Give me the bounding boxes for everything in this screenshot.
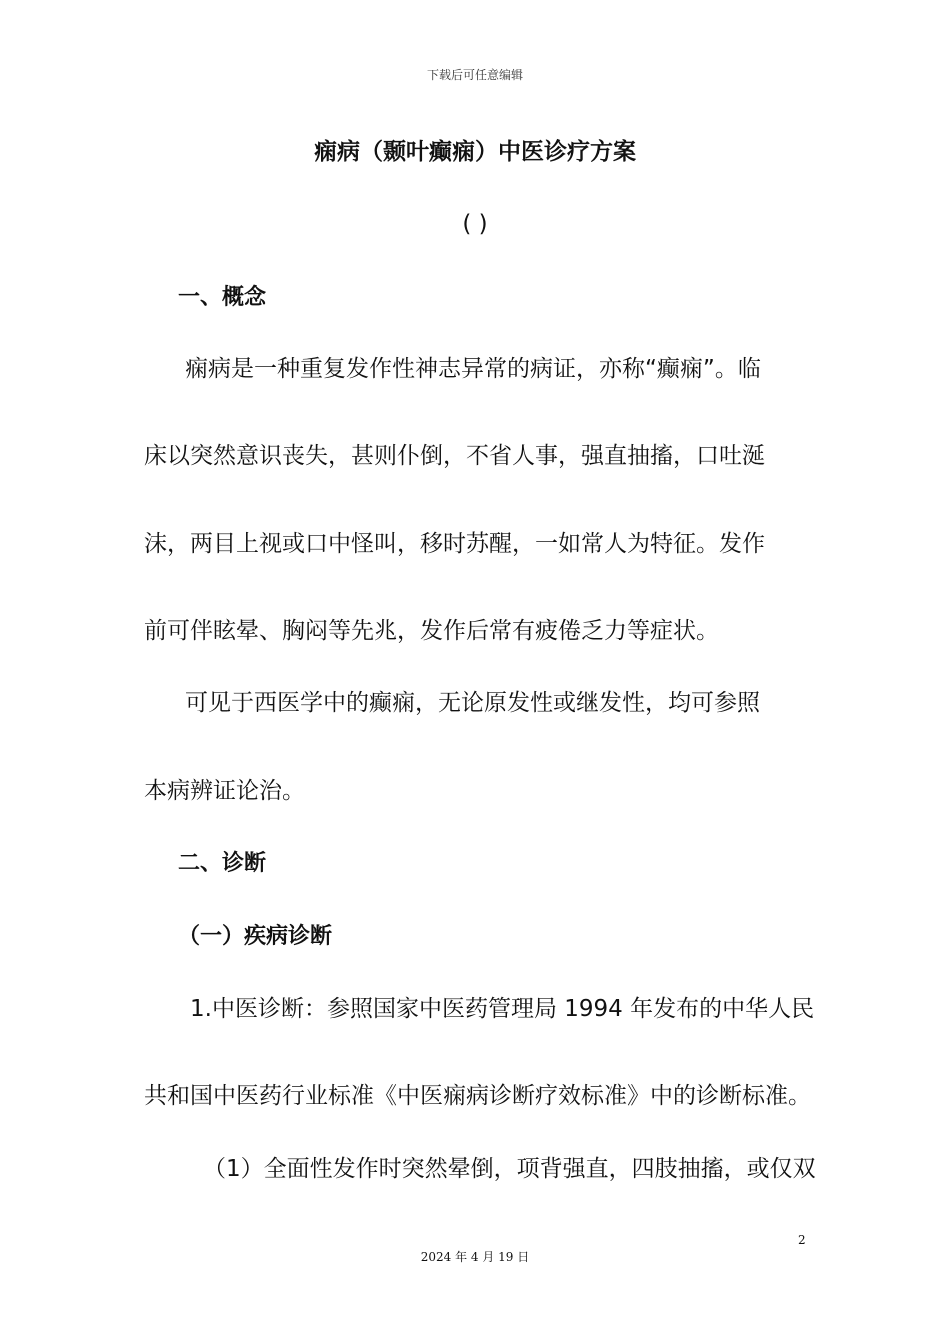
paragraph-line: 痫病是一种重复发作性神志异常的病证，亦称“癫痫”。临 <box>185 356 761 382</box>
paragraph-line: 1.中医诊断：参照国家中医药管理局 1994 年发布的中华人民 <box>190 996 815 1022</box>
paragraph-line: 前可伴眩晕、胸闷等先兆，发作后常有疲倦乏力等症状。 <box>144 618 719 644</box>
subsection-heading-disease-diagnosis: （一）疾病诊断 <box>178 924 333 949</box>
document-title: 痫病（颞叶癫痫）中医诊疗方案 <box>314 139 636 165</box>
page-header-note: 下载后可任意编辑 <box>426 68 523 82</box>
paragraph-line: 共和国中医药行业标准《中医痫病诊断疗效标准》中的诊断标准。 <box>144 1083 811 1109</box>
section-heading-concept: 一、概念 <box>178 285 267 310</box>
document-subtitle: ( ) <box>462 211 488 237</box>
section-heading-diagnosis: 二、诊断 <box>178 851 267 876</box>
paragraph-line: 沫，两目上视或口中怪叫，移时苏醒，一如常人为特征。发作 <box>144 531 765 557</box>
footer-date: 2024 年 4 月 19 日 <box>420 1250 530 1264</box>
paragraph-line: 可见于西医学中的癫痫，无论原发性或继发性，均可参照 <box>185 690 760 716</box>
paragraph-line: 本病辨证论治。 <box>144 778 305 804</box>
paragraph-line: （1）全面性发作时突然晕倒，项背强直，四肢抽搐，或仅双 <box>203 1156 816 1182</box>
paragraph-line: 床以突然意识丧失，甚则仆倒，不省人事，强直抽搐，口吐涎 <box>144 443 765 469</box>
page-number: 2 <box>798 1233 806 1247</box>
